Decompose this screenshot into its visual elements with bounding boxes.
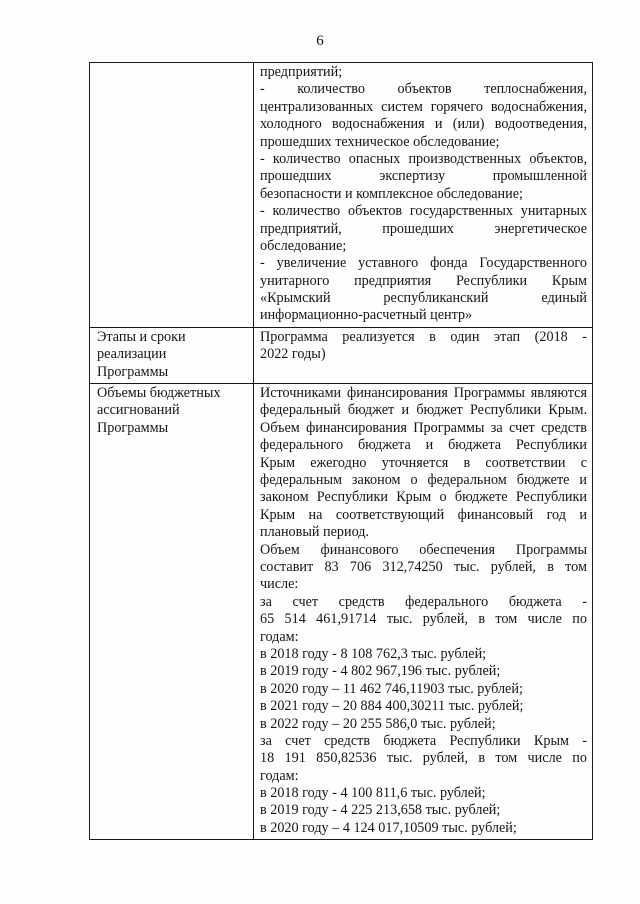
content-line: в 2019 году - 4 225 213,658 тыс. рублей;: [260, 802, 501, 819]
content-line: федерального бюджета и бюджета Республики: [260, 437, 587, 454]
row-label-line: ассигнований: [97, 402, 180, 419]
content-line: в 2020 году – 11 462 746,11903 тыс. рублей;: [260, 680, 523, 697]
table-body: [90, 63, 593, 840]
row-label-cell: [90, 63, 254, 328]
content-line: предприятий, прошедших энергетическое: [260, 220, 587, 237]
content-line: безопасности и комплексное обследование;: [260, 185, 523, 202]
content-line: законом Республики Крым о бюджете Республики: [260, 489, 587, 506]
content-line: 18 191 850,82536 тыс. рублей, в том числе по: [260, 750, 587, 767]
content-line: в 2018 году - 4 100 811,6 тыс. рублей;: [260, 785, 486, 802]
content-line: в 2018 году - 8 108 762,3 тыс. рублей;: [260, 645, 487, 662]
table-row: [90, 327, 593, 383]
content-line: годам:: [260, 767, 299, 784]
row-label-cell: [90, 327, 254, 383]
row-label-cell: [90, 384, 254, 840]
content-line: Объем финансового обеспечения Программы: [260, 541, 587, 558]
content-line: Источниками финансирования Программы являются: [260, 385, 587, 402]
content-line: в 2021 году – 20 884 400,30211 тыс. рублей;: [260, 698, 524, 715]
content-line: плановый период.: [260, 524, 370, 541]
content-line: централизованных систем горячего водоснабжения,: [260, 98, 587, 115]
row-label-line: Программы: [97, 419, 169, 436]
content-line: 2022 годы): [260, 346, 326, 363]
content-line: унитарного предприятия Республики Крым: [260, 272, 587, 289]
row-content-cell: [254, 63, 593, 328]
row-label-line: Программы: [97, 363, 169, 380]
row-label-line: Объемы бюджетных: [97, 385, 221, 402]
content-line: Крым на соответствующий финансовый год и: [260, 506, 587, 523]
content-line: информационно-расчетный центр»: [260, 307, 473, 324]
content-line: федеральным законом о федеральном бюджете и: [260, 472, 587, 489]
row-label-line: реализации: [97, 346, 167, 363]
content-line: - количество объектов теплоснабжения,: [260, 81, 587, 98]
content-line: числе:: [260, 576, 299, 593]
content-line: Крым ежегодно уточняется в соответствии с: [260, 454, 587, 471]
row-content-cell: [254, 327, 593, 383]
program-passport-table: [89, 62, 593, 840]
content-line: составит 83 706 312,74250 тыс. рублей, в том: [260, 558, 587, 575]
content-line: Объем финансирования Программы за счет средств: [260, 419, 587, 436]
content-line: Программа реализуется в один этап (2018 -: [260, 328, 587, 345]
content-line: прошедших техническое обследование;: [260, 133, 500, 150]
content-line: обследование;: [260, 237, 347, 254]
row-content-cell: [254, 384, 593, 840]
content-line: холодного водоснабжения и (или) водоотведения,: [260, 116, 587, 133]
content-line: прошедших экспертизу промышленной: [260, 168, 587, 185]
content-line: предприятий;: [260, 64, 343, 80]
content-line: «Крымский республиканский единый: [260, 290, 587, 307]
content-line: - увеличение уставного фонда Государственного: [260, 255, 587, 272]
table-row: [90, 384, 593, 840]
table-row: [90, 63, 593, 328]
content-line: за счет средств федерального бюджета -: [260, 593, 587, 610]
content-line: - количество объектов государственных унитарных: [260, 203, 587, 220]
content-line: в 2020 году – 4 124 017,10509 тыс. рублей;: [260, 819, 517, 836]
page-number: 6: [316, 33, 324, 49]
row-label-line: Этапы и сроки: [97, 328, 186, 345]
content-line: в 2022 году – 20 255 586,0 тыс. рублей;: [260, 715, 496, 732]
spacer-line: [260, 364, 587, 381]
content-line: годам:: [260, 628, 299, 645]
content-line: - количество опасных производственных объектов,: [260, 150, 587, 167]
content-line: федеральный бюджет и бюджет Республики Крым.: [260, 402, 587, 419]
content-line: за счет средств бюджета Республики Крым -: [260, 732, 587, 749]
content-line: 65 514 461,91714 тыс. рублей, в том числе по: [260, 611, 587, 628]
content-line: в 2019 году - 4 802 967,196 тыс. рублей;: [260, 663, 501, 680]
